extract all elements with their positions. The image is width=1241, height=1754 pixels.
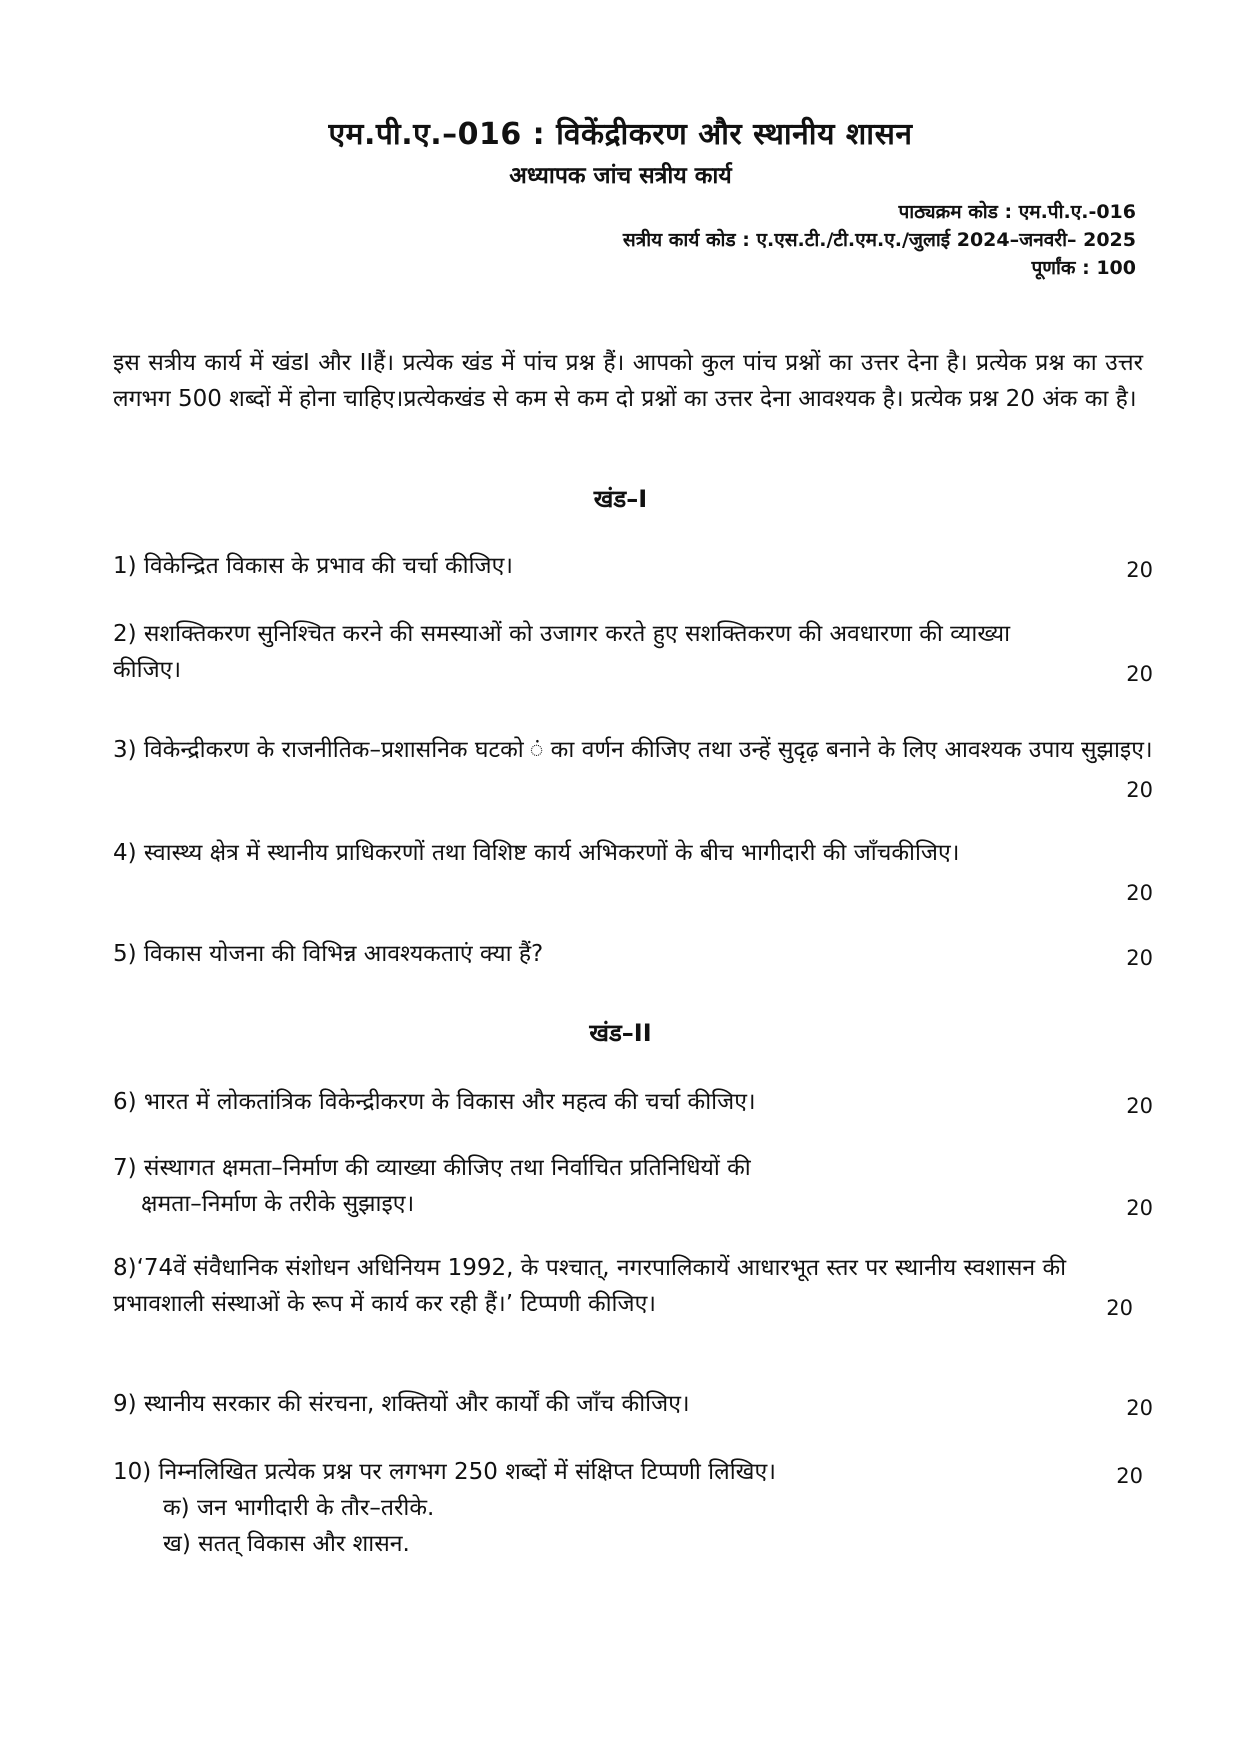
question-text: 9) स्थानीय सरकार की संरचना, शक्तियों और कार्यों की जाँच कीजिए। <box>113 1391 690 1417</box>
question-text: 7) संस्थागत क्षमता–निर्माण की व्याख्या कीजिए तथा निर्वाचित प्रतिनिधियों की <box>113 1155 751 1181</box>
question-text: 4) स्वास्थ्य क्षेत्र में स्थानीय प्राधिकरणों तथा विशिष्ट कार्य अभिकरणों के बीच भागीदारी की जाँचकीजिए। <box>113 840 960 866</box>
question-4 <box>113 835 1153 905</box>
question-marks: 20 <box>1126 558 1153 582</box>
question-5 <box>113 936 1153 972</box>
question-marks: 20 <box>1116 1464 1143 1488</box>
question-text: 3) विकेन्द्रीकरण के राजनीतिक–प्रशासनिक घटको ं का वर्णन कीजिए तथा उन्हें सुदृढ़ बनाने के लिए आवश्यक उपाय सुझाइए। <box>113 737 1153 763</box>
question-6 <box>113 1084 1153 1120</box>
list-item: क) जन भागीदारी के तौर–तरीके. <box>163 1495 435 1521</box>
question-marks: 20 <box>1126 662 1153 686</box>
question-text-continued: क्षमता–निर्माण के तरीके सुझाइए। <box>141 1191 415 1217</box>
page-title: एम.पी.ए.–016 : विकेंद्रीकरण और स्थानीय शासन <box>328 117 913 152</box>
section-heading-2: खंड–II <box>589 1019 652 1047</box>
question-text: 1) विकेन्द्रित विकास के प्रभाव की चर्चा कीजिए। <box>113 553 514 579</box>
question-text: 6) भारत में लोकतांत्रिक विकेन्द्रीकरण के विकास और महत्व की चर्चा कीजिए। <box>113 1089 756 1115</box>
question-text: 10) निम्नलिखित प्रत्येक प्रश्न पर लगभग 250 शब्दों में संक्षिप्त टिप्पणी लिखिए। <box>113 1459 776 1485</box>
question-marks: 20 <box>1126 946 1153 970</box>
question-marks: 20 <box>1126 881 1153 905</box>
assignment-code: सत्रीय कार्य कोड : ए.एस.टी./टी.एम.ए./जुलाई 2024–जनवरी– 2025 <box>622 229 1136 251</box>
course-code: पाठ्यक्रम कोड : एम.पी.ए.-016 <box>898 201 1136 223</box>
question-10 <box>113 1454 1153 1562</box>
page-subtitle: अध्यापक जांच सत्रीय कार्य <box>509 163 732 189</box>
question-marks: 20 <box>1126 1094 1153 1118</box>
question-marks: 20 <box>1106 1296 1133 1320</box>
max-marks: पूर्णांक : 100 <box>1031 257 1136 279</box>
question-1 <box>113 548 1153 584</box>
question-3 <box>113 732 1153 802</box>
question-marks: 20 <box>1126 1196 1153 1220</box>
instructions: इस सत्रीय कार्य में खंडI और IIहैं। प्रत्येक खंड में पांच प्रश्न हैं। आपको कुल पांच प्रश्नों का उत्तर देना है। प्रत्येक प्रश्न का उत्तर लगभग 500 शब्दों में होना चाहिए।प्रत्येकखंड से कम से कम दो प्रश्नों का उत्तर देना आवश्यक है। प्रत्येक प्रश्न 20 अंक का है। <box>113 350 1143 412</box>
question-9 <box>113 1386 1153 1422</box>
section-heading-1: खंड–I <box>593 485 648 513</box>
question-text: 5) विकास योजना की विभिन्न आवश्यकताएं क्या हैं? <box>113 941 544 967</box>
question-marks: 20 <box>1126 1396 1153 1420</box>
question-text: 8)‘74वें संवैधानिक संशोधन अधिनियम 1992, के पश्चात्, नगरपालिकायें आधारभूत स्तर पर स्थानीय स्वशासन की प्रभावशाली संस्थाओं के रूप में कार्य कर रही हैं।’ टिप्पणी कीजिए। <box>113 1255 1067 1317</box>
question-marks: 20 <box>1126 778 1153 802</box>
list-item: ख) सतत् विकास और शासन. <box>163 1531 410 1557</box>
question-7 <box>113 1150 1153 1222</box>
question-2 <box>113 616 1153 688</box>
question-8 <box>113 1250 1143 1322</box>
question-text: 2) सशक्तिकरण सुनिश्चित करने की समस्याओं को उजागर करते हुए सशक्तिकरण की अवधारणा की व्याख्या कीजिए। <box>113 621 1011 683</box>
